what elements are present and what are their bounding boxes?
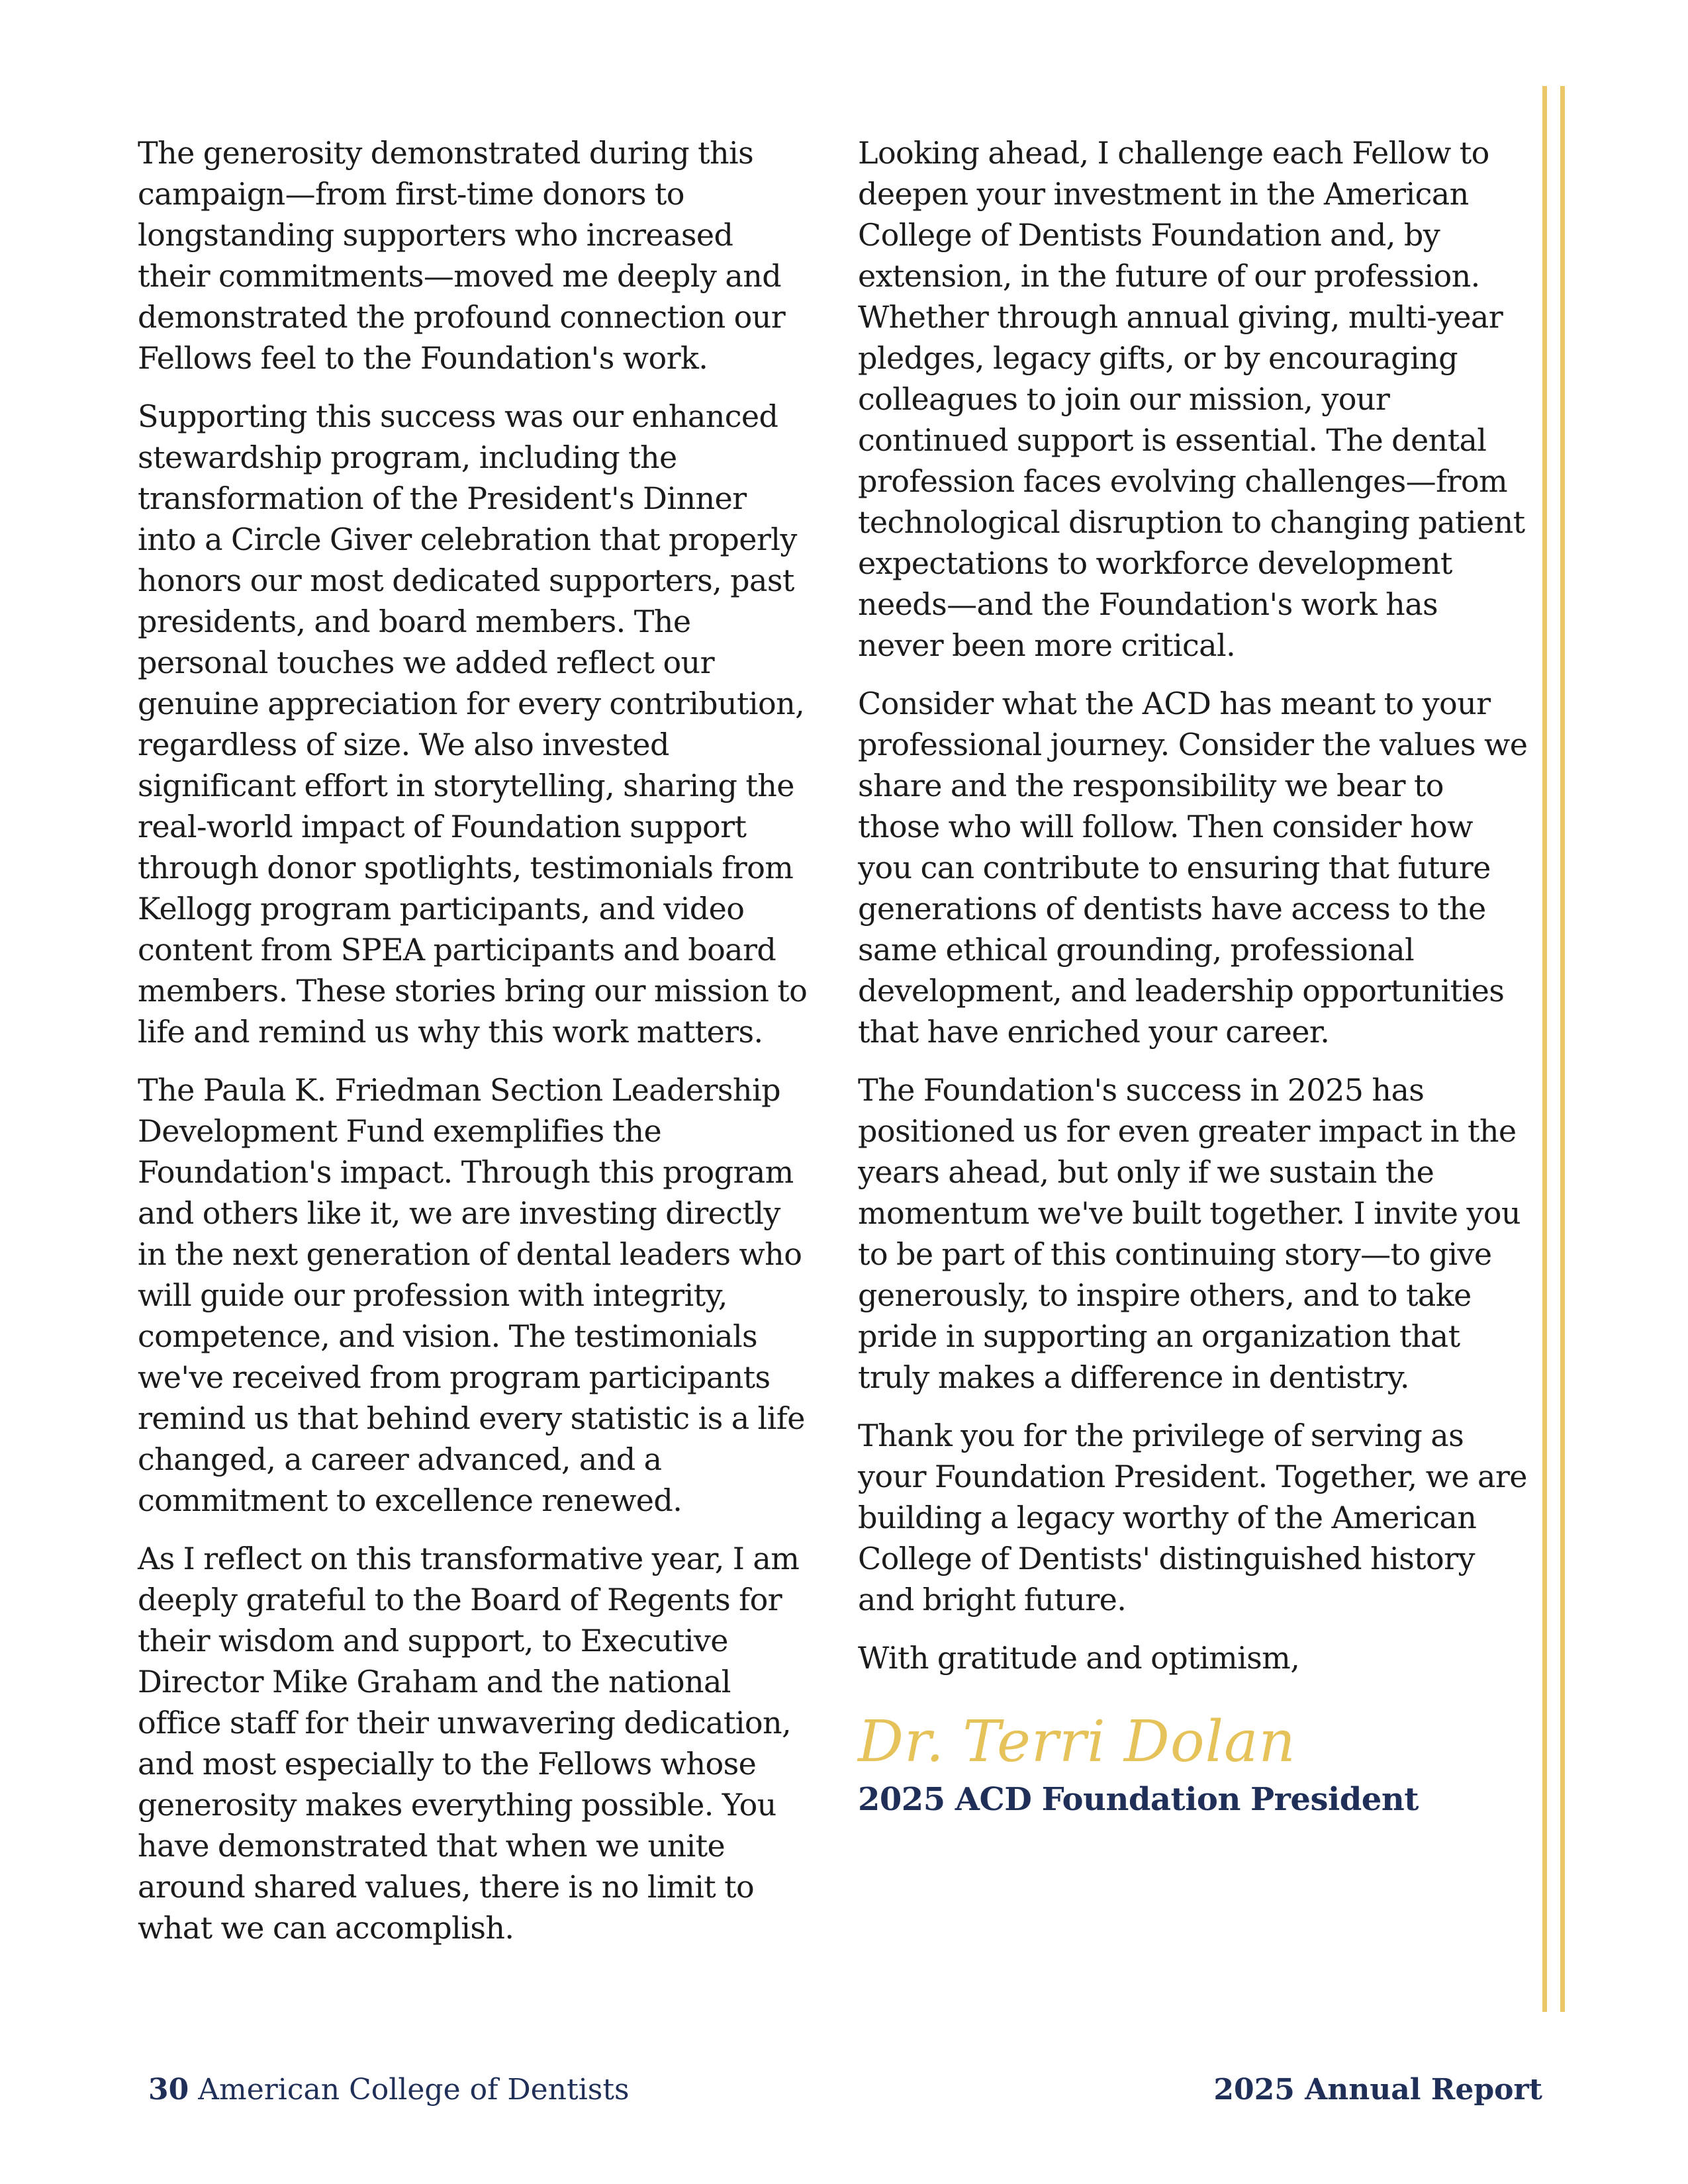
report-title: 2025 Annual Report — [1213, 2073, 1542, 2107]
right-column — [858, 132, 1530, 1820]
signature: Dr. Terri Dolan — [858, 1709, 1296, 1775]
left-column — [138, 132, 810, 1966]
closing-line: With gratitude and optimism, — [858, 1640, 1300, 1676]
decorative-gold-rule — [1542, 86, 1547, 2012]
body-paragraph: Thank you for the privilege of serving as your Foundation President. Together, we are building a legacy worthy of the American College of Dentists' distinguished history and bright future. — [858, 1418, 1527, 1617]
decorative-gold-rule — [1560, 86, 1565, 2012]
body-paragraph: Supporting this success was our enhanced stewardship program, including the transformation of the President's Dinner into a Circle Giver celebration that properly honors our most dedicated supporters, past presidents, and board members. The personal touches we added reflect our genuine appreciation for every contribution, regardless of size. We also invested significant effort in storytelling, sharing the real-world impact of Foundation support through donor spotlights, testimonials from Kellogg program participants, and video content from SPEA participants and board members. These stories bring our mission to life and remind us why this work matters. — [138, 398, 808, 1050]
body-paragraph: The Foundation's success in 2025 has positioned us for even greater impact in the years ahead, but only if we sustain the momentum we've built together. I invite you to be part of this continuing story—to give generously, to inspire others, and to take pride in supporting an organization that truly makes a difference in dentistry. — [858, 1072, 1521, 1395]
organization-name: American College of Dentists — [198, 2073, 630, 2107]
footer-left — [148, 2070, 630, 2110]
signature-title: 2025 ACD Foundation President — [858, 1781, 1419, 1818]
body-paragraph: The Paula K. Friedman Section Leadership Development Fund exemplifies the Foundation's impact. Through this program and others like it, we are investing directly in the next generation of dental leaders who will guide our profession with integrity, competence, and vision. The testimonials we've received from program participants remind us that behind every statistic is a life changed, a career advanced, and a commitment to excellence renewed. — [138, 1072, 805, 1518]
body-paragraph: The generosity demonstrated during this campaign—from first-time donors to longstanding supporters who increased their commitments—moved me deeply and demonstrated the profound connection our Fellows feel to the Foundation's work. — [138, 135, 786, 376]
body-paragraph: As I reflect on this transformative year, I am deeply grateful to the Board of Regents for their wisdom and support, to Executive Director Mike Graham and the national office staff for their unwavering dedication, and most especially to the Fellows whose generosity makes everything possible. You have demonstrated that when we unite around shared values, there is no limit to what we can accomplish. — [138, 1541, 800, 1946]
body-paragraph: Looking ahead, I challenge each Fellow to deepen your investment in the American College of Dentists Foundation and, by extension, in the future of our profession. Whether through annual giving, multi-year pledges, legacy gifts, or by encouraging colleagues to join our mission, your continued support is essential. The dental profession faces evolving challenges—from technological disruption to changing patient expectations to workforce development needs—and the Foundation's work has never been more critical. — [858, 135, 1525, 663]
body-paragraph: Consider what the ACD has meant to your professional journey. Consider the values we share and the responsibility we bear to those who will follow. Then consider how you can contribute to ensuring that future generations of dentists have access to the same ethical grounding, professional development, and leadership opportunities that have enriched your career. — [858, 686, 1528, 1050]
page-number: 30 — [148, 2073, 189, 2107]
